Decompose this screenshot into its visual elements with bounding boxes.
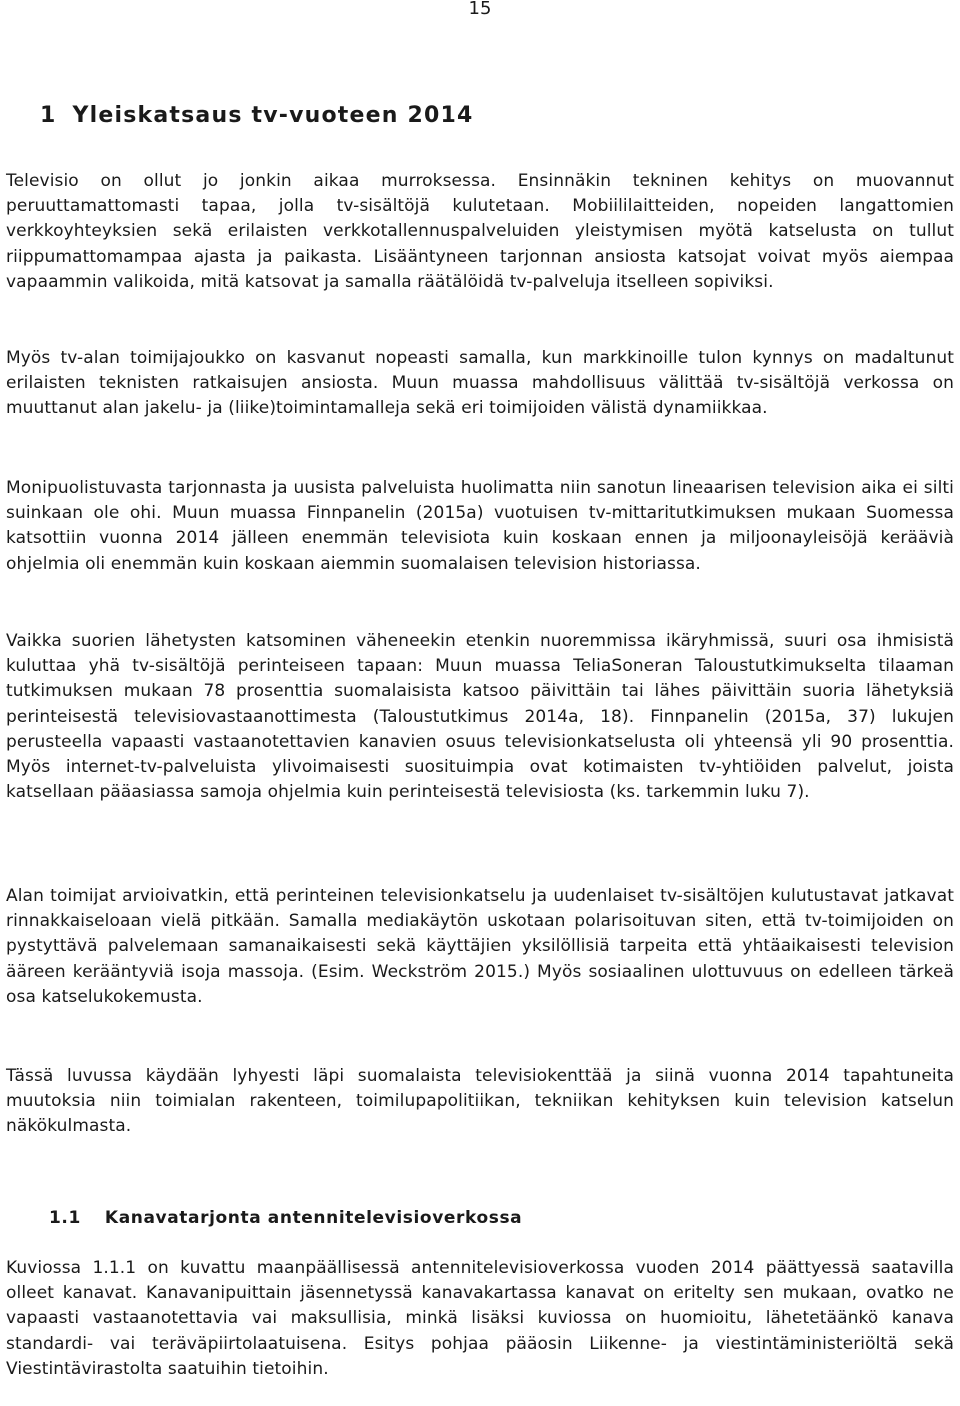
section-heading — [49, 1205, 522, 1231]
body-paragraph: Vaikka suorien lähetysten katsominen väheneekin etenkin nuoremmissa ikäryhmissä, suuri osa ihmisistä kuluttaa yhä tv-sisältöjä perinteiseen tapaan: Muun muassa TeliaSoneran Taloustutkimukselta tilaaman tutkimuksen mukaan 78 prosenttia suomalaisista katsoo päivittäin tai lähes päivittäin suoria lähetyksiä perinteisestä televisiovastaanottimesta (Taloustutkimus 2014a, 18). Finnpanelin (2015a, 37) lukujen perusteella vapaasti vastaanotettavien kanavien osuus televisionkatselusta oli yhteensä yli 90 prosenttia. Myös internet-tv-palveluista ylivoimaisesti suosituimpia ovat kotimaisten tv-yhtiöiden palvelut, joista katsellaan pääasiassa samoja ohjelmia kuin perinteisestä televisiosta (ks. tarkemmin luku 7). — [6, 631, 954, 803]
body-paragraph: Monipuolistuvasta tarjonnasta ja uusista palveluista huolimatta niin sanotun lineaarisen television aika ei silti suinkaan ole ohi. Muun muassa Finnpanelin (2015a) vuotuisen tv-mittaritutkimuksen mukaan Suomessa katsottiin vuonna 2014 jälleen enemmän televisiota kuin koskaan ennen ja miljoonayleisöjä keräävià ohjelmia oli enemmän kuin koskaan aiemmin suomalaisen television historiassa. — [6, 478, 954, 574]
body-paragraph: Myös tv-alan toimijajoukko on kasvanut nopeasti samalla, kun markkinoille tulon kynnys on madaltunut erilaisten teknisten ratkaisujen ansiosta. Muun muassa mahdollisuus välittää tv-sisältöjä verkossa on muuttanut alan jakelu- ja (liike)toimintamalleja sekä eri toimijoiden välistä dynamiikkaa. — [6, 348, 954, 419]
chapter-heading — [40, 101, 474, 131]
section-number: 1.1 — [49, 1208, 81, 1228]
chapter-title: Yleiskatsaus tv-vuoteen 2014 — [72, 103, 474, 128]
chapter-number: 1 — [40, 103, 57, 128]
body-paragraph: Alan toimijat arvioivatkin, että perinteinen televisionkatselu ja uudenlaiset tv-sisältöjen kulutustavat jatkavat rinnakkaiseloaan vielä pitkään. Samalla mediakäytön uskotaan polarisoituvan siten, että tv-toimijoiden on pystyttävä palvelemaan samanaikaisesti sekä käyttäjien yksilöllisiä tarpeita että yhtäaikaisesti television ääreen kerääntyviä isoja massoja. (Esim. Weckström 2015.) Myös sosiaalinen ulottuvuus on edelleen tärkeä osa katselukokemusta. — [6, 886, 954, 1007]
body-paragraph: Televisio on ollut jo jonkin aikaa murroksessa. Ensinnäkin tekninen kehitys on muovannut peruuttamattomasti tapaa, jolla tv-sisältöjä kulutetaan. Mobiililaitteiden, nopeiden langattomien verkkoyhteyksien sekä erilaisten verkkotallennuspalveluiden yleistymisen myötä katselusta on tullut riippumattomampaa ajasta ja paikasta. Lisääntyneen tarjonnan ansiosta katsojat voivat myös aiempaa vapaammin valikoida, mitä katsovat ja samalla räätälöidä tv-palveluja itselleen sopiviksi. — [6, 171, 954, 292]
section-title: Kanavatarjonta antennitelevisioverkossa — [104, 1208, 523, 1228]
page-number: 15 — [468, 0, 492, 19]
body-paragraph: Tässä luvussa käydään lyhyesti läpi suomalaista televisiokenttää ja siinä vuonna 2014 tapahtuneita muutoksia niin toimialan rakenteen, toimilupapolitiikan, tekniikan kehityksen kuin television katselun näkökulmasta. — [6, 1066, 954, 1137]
body-paragraph: Kuviossa 1.1.1 on kuvattu maanpäällisessä antennitelevisioverkossa vuoden 2014 päättyessä saatavilla olleet kanavat. Kanavanipuittain jäsennetyssä kanavakartassa kanavat on eritelty sen mukaan, ovatko ne vapaasti vastaanotettavia vai maksullisia, minkä lisäksi kuviossa on huomioitu, lähetetäänkö kanava standardi- vai teräväpiirtolaatuisena. Esitys pohjaa pääosin Liikenne- ja viestintäministeriöltä sekä Viestintävirastolta saatuihin tietoihin. — [6, 1258, 954, 1379]
